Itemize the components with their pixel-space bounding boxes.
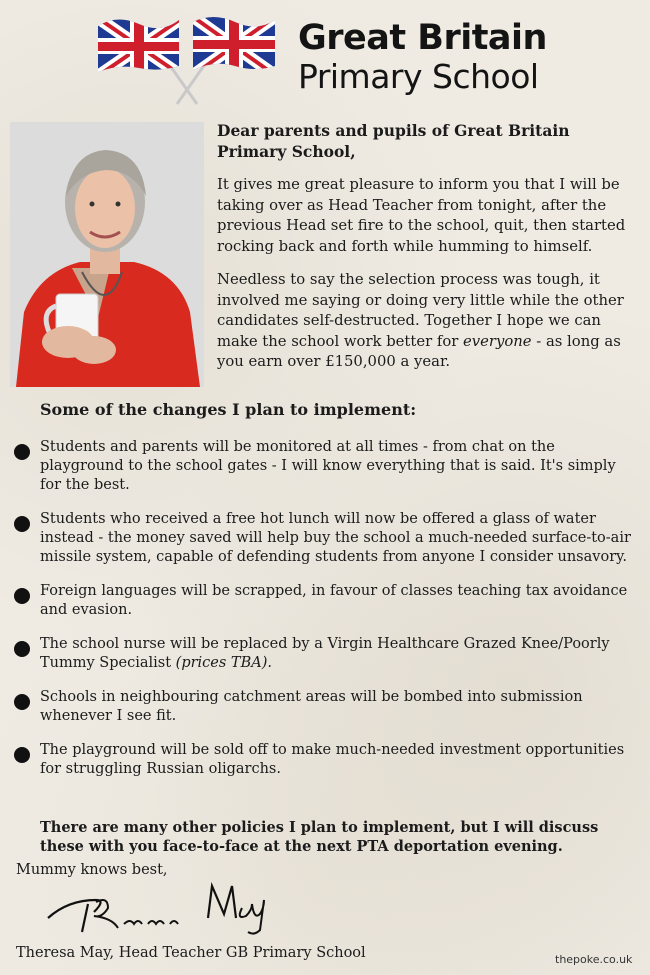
crossed-flags-icon — [95, 6, 277, 106]
school-title — [298, 18, 638, 96]
list-item — [14, 438, 639, 495]
source-credit: thepoke.co.uk — [555, 953, 633, 966]
list-item — [14, 510, 639, 567]
list-item-text: The playground will be sold off to make much-needed investment opportunities for struggling Russian oligarchs. — [40, 742, 625, 777]
list-item-text: Students who received a free hot lunch will now be offered a glass of water instead - the money saved will help buy the school a much-needed surface-to-air missile system, capable of defending students from anyone I consider unsavory. — [40, 511, 631, 565]
closing-statement: There are many other policies I plan to implement, but I will discuss these with you face-to-face at the next PTA deportation evening. — [40, 819, 599, 855]
changes-list — [14, 438, 639, 794]
bullet-icon — [14, 747, 30, 763]
union-jack-flag-left-icon — [95, 6, 185, 86]
bullet-icon — [14, 516, 30, 532]
list-item — [14, 582, 639, 620]
list-item — [14, 635, 639, 673]
list-item-text: Schools in neighbouring catchment areas will be bombed into submission whenever I see fit. — [40, 689, 583, 724]
list-item-text: The school nurse will be replaced by a Virgin Healthcare Grazed Knee/Poorly Tummy Specialist — [40, 636, 610, 671]
letter-paragraph-2-emphasis: everyone — [463, 332, 532, 350]
letter-paragraph-2-end: - as long as you earn over £150,000 a year. — [217, 332, 621, 370]
school-title-line2: Primary School — [298, 57, 539, 96]
bullet-icon — [14, 588, 30, 604]
letter-paragraph-2-start: Needless to say the selection process was tough, it involved me saying or doing very little while the other candidates self-destructed. Together I hope we can make the school work better for — [217, 271, 624, 350]
greeting: Dear parents and pupils of Great Britain Primary School, — [217, 121, 570, 161]
list-item-text: Foreign languages will be scrapped, in favour of classes teaching tax avoidance and evasion. — [40, 583, 628, 618]
head-teacher-portrait — [10, 122, 204, 387]
bullet-icon — [14, 694, 30, 710]
handwritten-signature — [38, 878, 278, 938]
list-item-emphasis: (prices TBA). — [175, 655, 272, 671]
letter-paragraph-1: It gives me great pleasure to inform you that I will be taking over as Head Teacher from tonight, after the previous Head set fire to the school, quit, then started rocking back and forth while humming to himself. — [217, 176, 626, 255]
signature-name: Theresa May, Head Teacher GB Primary School — [16, 945, 366, 961]
union-jack-flag-right-icon — [189, 6, 277, 86]
letter-body — [217, 120, 637, 386]
bullet-icon — [14, 641, 30, 657]
list-item — [14, 741, 639, 779]
list-item — [14, 688, 639, 726]
changes-heading: Some of the changes I plan to implement: — [40, 400, 417, 419]
letter-paragraph-2 — [217, 270, 637, 373]
bullet-icon — [14, 444, 30, 460]
school-title-line1: Great Britain — [298, 18, 547, 58]
list-item-text: Students and parents will be monitored at all times - from chat on the playground to the school gates - I will know everything that is said. It's simply for the best. — [40, 439, 616, 493]
signoff: Mummy knows best, — [16, 862, 168, 878]
